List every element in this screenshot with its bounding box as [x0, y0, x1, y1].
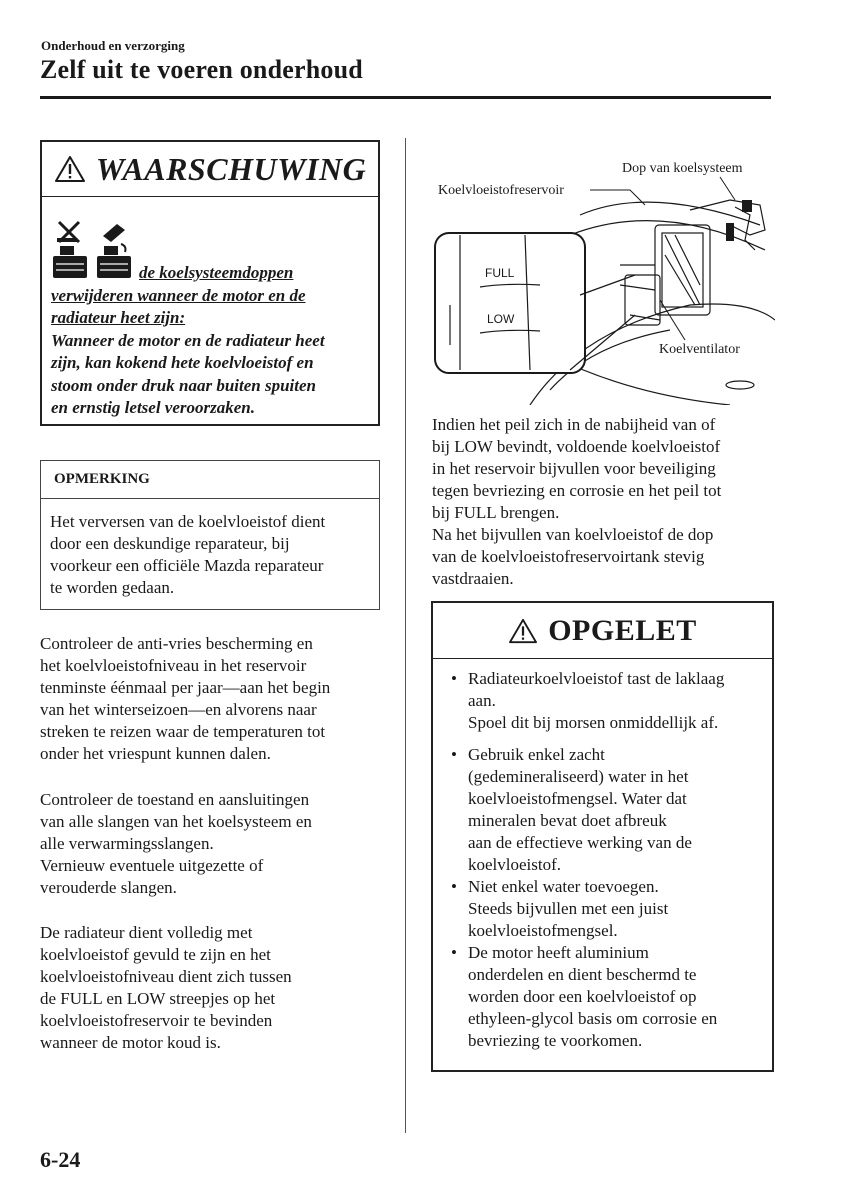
list-item	[447, 668, 769, 734]
warning-line: stoom onder druk naar buiten spuiten	[51, 375, 316, 395]
paragraph-hoses	[40, 789, 385, 899]
text-line: Steeds bijvullen met een juist	[468, 899, 669, 918]
list-item	[447, 876, 769, 942]
text-line: Na het bijvullen van koelvloeistof de dop	[432, 525, 714, 544]
note-line: door een deskundige reparateur, bij	[50, 534, 290, 553]
note-text	[50, 511, 375, 599]
text-line: tenminste éénmaal per jaar—aan het begin	[40, 678, 331, 697]
warning-line: en ernstig letsel veroorzaken.	[51, 398, 255, 417]
text-line: van het winterseizoen—en alvorens naar	[40, 700, 317, 719]
text-line: aan de effectieve werking van de	[468, 833, 692, 852]
text-line: De motor heeft aluminium	[468, 943, 649, 962]
text-line: Spoel dit bij morsen onmiddellijk af.	[468, 713, 719, 732]
note-line: te worden gedaan.	[50, 578, 175, 597]
text-line: in het reservoir bijvullen voor beveiliging	[432, 459, 716, 478]
low-mark-label: LOW	[487, 312, 515, 326]
text-line: koelvloeistof.	[468, 855, 562, 874]
text-line: mineralen bevat doet afbreuk	[468, 811, 667, 830]
text-line: Gebruik enkel zacht	[468, 745, 605, 764]
title-rule	[40, 96, 771, 99]
note-header	[41, 461, 379, 499]
text-line: bevriezing te voorkomen.	[468, 1031, 643, 1050]
text-line: ethyleen-glycol basis om corrosie en	[468, 1009, 718, 1028]
coolant-reservoir-figure	[430, 155, 775, 405]
bullet-icon: •	[451, 877, 457, 896]
reservoir-label: Koelvloeistofreservoir	[438, 183, 564, 198]
note-heading: OPMERKING	[54, 471, 150, 487]
text-line: verouderde slangen.	[40, 878, 177, 897]
text-line: onder het vriespunt kunnen dalen.	[40, 744, 271, 763]
warning-text	[51, 262, 376, 420]
bullet-icon: •	[451, 745, 457, 764]
note-line: voorkeur een officiële Mazda reparateur	[50, 556, 324, 575]
text-line: van de koelvloeistofreservoirtank stevig	[432, 547, 705, 566]
warning-underlined-line: de koelsysteemdoppen	[139, 263, 294, 282]
list-item	[447, 744, 769, 876]
text-line: Indien het peil zich in de nabijheid van of	[432, 415, 716, 434]
paragraph-level	[432, 414, 777, 590]
warning-line: Wanneer de motor en de radiateur heet	[51, 330, 325, 350]
text-line: Niet enkel water toevoegen.	[468, 877, 659, 896]
text-line: de FULL en LOW streepjes op het	[40, 989, 276, 1008]
text-line: van alle slangen van het koelsysteem en	[40, 812, 312, 831]
cap-label: Dop van koelsysteem	[622, 161, 743, 176]
bullet-icon: •	[451, 669, 457, 688]
warning-triangle-icon	[508, 618, 538, 644]
caution-list	[447, 668, 769, 1052]
note-box	[40, 460, 380, 610]
text-line: koelvloeistof gevuld te zijn en het	[40, 945, 271, 964]
paragraph-radiator	[40, 922, 385, 1054]
text-line: koelvloeistofniveau dient zich tussen	[40, 967, 292, 986]
text-line: alle verwarmingsslangen.	[40, 834, 214, 853]
text-line: Controleer de anti-vries bescherming en	[40, 634, 313, 653]
text-line: het koelvloeistofniveau in het reservoir	[40, 656, 307, 675]
text-line: wanneer de motor koud is.	[40, 1033, 221, 1052]
fan-label: Koelventilator	[659, 342, 740, 357]
note-line: Het verversen van de koelvloeistof dient	[50, 512, 326, 531]
warning-triangle-icon	[54, 155, 86, 183]
warning-header	[42, 142, 378, 197]
page-title: Zelf uit te voeren onderhoud	[40, 55, 363, 84]
list-item	[447, 942, 769, 1052]
text-line: koelvloeistofmengsel.	[468, 921, 618, 940]
paragraph-antifreeze	[40, 633, 385, 765]
warning-heading: WAARSCHUWING	[95, 150, 367, 187]
text-line: (gedemineraliseerd) water in het	[468, 767, 689, 786]
text-line: onderdelen en dient beschermd te	[468, 965, 697, 984]
text-line: aan.	[468, 691, 496, 710]
text-line: tegen bevriezing en corrosie en het peil tot	[432, 481, 722, 500]
warning-underlined-line: radiateur heet zijn:	[51, 308, 186, 327]
text-line: koelvloeistofmengsel. Water dat	[468, 789, 687, 808]
section-label: Onderhoud en verzorging	[41, 38, 185, 53]
warning-underlined-line: verwijderen wanneer de motor en de	[51, 285, 306, 305]
text-line: bij FULL brengen.	[432, 503, 560, 522]
column-divider	[405, 138, 406, 1133]
caution-box	[431, 601, 774, 1072]
text-line: Radiateurkoelvloeistof tast de laklaag	[468, 669, 725, 688]
text-line: Vernieuw eventuele uitgezette of	[40, 856, 264, 875]
text-line: De radiateur dient volledig met	[40, 923, 253, 942]
warning-box	[40, 140, 380, 426]
text-line: koelvloeistofreservoir te bevinden	[40, 1011, 273, 1030]
page-number: 6-24	[40, 1147, 81, 1172]
text-line: vastdraaien.	[432, 569, 514, 588]
text-line: streken te reizen waar de temperaturen tot	[40, 722, 326, 741]
caution-heading: OPGELET	[548, 613, 697, 647]
text-line: worden door een koelvloeistof op	[468, 987, 697, 1006]
text-line: Controleer de toestand en aansluitingen	[40, 790, 310, 809]
caution-header	[433, 603, 772, 659]
bullet-icon: •	[451, 943, 457, 962]
warning-line: zijn, kan kokend hete koelvloeistof en	[51, 353, 314, 372]
full-mark-label: FULL	[485, 266, 515, 280]
text-line: bij LOW bevindt, voldoende koelvloeistof	[432, 437, 721, 456]
